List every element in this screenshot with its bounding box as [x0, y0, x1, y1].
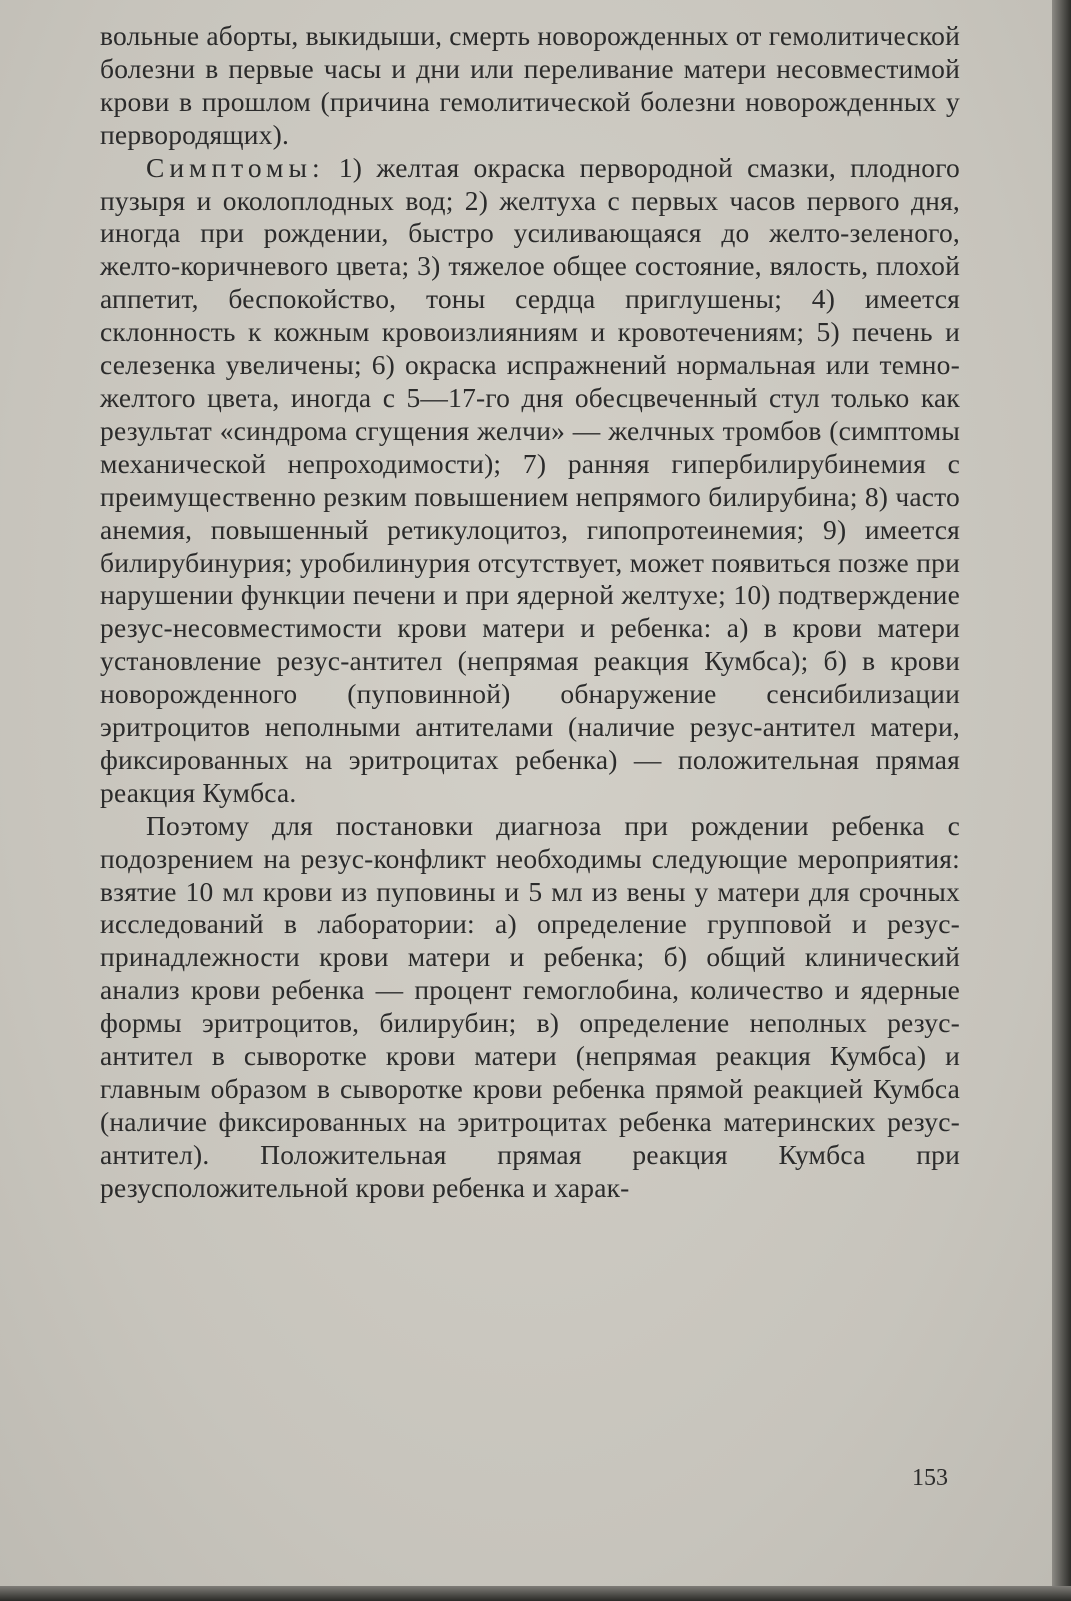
page-number: 153 — [912, 1465, 948, 1491]
paragraph-diagnosis: Поэтому для постановки диагноза при рождении ребенка с подозрением на резус-конфликт необходимы следующие мероприятия: взятие 10 мл крови из пуповины и 5 мл из вены у матери для срочных исследований в лаборатории: а) определение групповой и резус-принадлежности крови матери и ребенка; б) общий клинический анализ крови ребенка — процент гемоглобина, количество и ядерные формы эритроцитов, билирубин; в) определение неполных резус-антител в сыворотке крови матери (непрямая реакция Кумбса) и главным образом в сыворотке крови ребенка прямой реакцией Кумбса (наличие фиксированных на эритроцитах ребенка материнских резус-антител). Положительная прямая реакция Кумбса при резусположительной крови ребенка и харак- — [100, 809, 960, 1203]
paragraph-symptoms — [100, 152, 960, 810]
symptoms-text: 1) желтая окраска первородной смазки, плодного пузыря и околоплодных вод; 2) желтуха с первых часов первого дня, иногда при рождении, быстро усиливающаяся до желто-зеленого, желто-коричневого цвета; 3) тяжелое общее состояние, вялость, плохой аппетит, беспокойство, тоны сердца приглушены; 4) имеется склонность к кожным кровоизлияниям и кровотечениям; 5) печень и селезенка увеличены; 6) окраска испражнений нормальная или темно-желтого цвета, иногда с 5—17-го дня обесцвеченный стул только как результат «синдрома сгущения желчи» — желчных тромбов (симптомы механической непроходимости); 7) ранняя гипербилирубинемия с преимущественно резким повышением непрямого билирубина; 8) часто анемия, повышенный ретикулоцитоз, гипопротеинемия; 9) имеется билирубинурия; уробилинурия отсутствует, может появиться позже при нарушении функции печени и при ядерной желтухе; 10) подтверждение резус-несовместимости крови матери и ребенка: а) в крови матери установление резус-антител (непрямая реакция Кумбса); б) в крови новорожденного (пуповинной) обнаружение сенсибилизации эритроцитов неполными антителами (наличие резус-антител матери, фиксированных на эритроцитах ребенка) — положительная прямая реакция Кумбса. — [100, 151, 960, 808]
body-text — [100, 20, 960, 1205]
symptoms-label: Симптомы: — [146, 151, 325, 183]
paragraph-continuation: вольные аборты, выкидыши, смерть новорожденных от гемолитической болезни в первые часы и дни или переливание матери несовместимой крови в прошлом (причина гемолитической болезни новорожденных у первородящих). — [100, 20, 960, 150]
page-edge-shadow — [1052, 0, 1071, 1601]
page-edge-shadow-bottom — [0, 1586, 1071, 1601]
